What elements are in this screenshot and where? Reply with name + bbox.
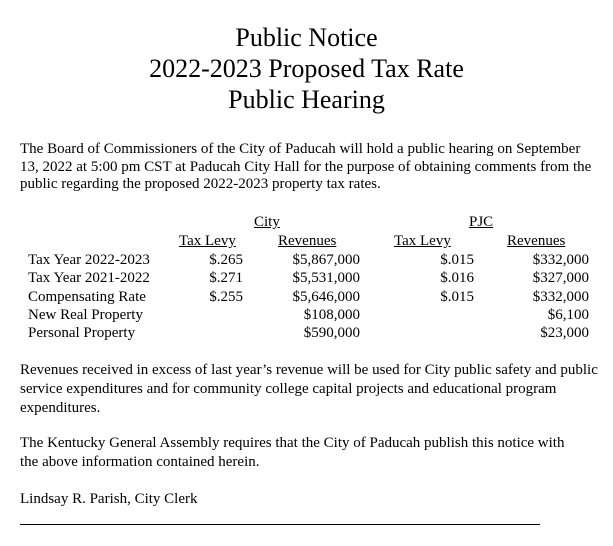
- city-levy-value: $.265: [209, 252, 243, 268]
- pjc-revenue-value: $332,000: [532, 289, 589, 305]
- pjc-revenue-value: $332,000: [532, 252, 589, 268]
- col-header-pjc-revenues: Revenues: [507, 233, 566, 249]
- row-label: Tax Year 2022-2023: [28, 252, 150, 268]
- title-line-3: Public Hearing: [228, 85, 385, 114]
- city-revenue-value: $5,867,000: [292, 252, 360, 268]
- city-levy-value: $.271: [209, 270, 243, 286]
- pjc-levy-value: $.016: [440, 270, 474, 286]
- row-label: New Real Property: [28, 307, 143, 323]
- group-header-city: City: [254, 214, 280, 230]
- row-label: Compensating Rate: [28, 289, 146, 305]
- col-header-pjc-levy: Tax Levy: [394, 233, 451, 249]
- city-revenue-value: $5,646,000: [292, 289, 360, 305]
- pjc-revenue-value: $23,000: [540, 325, 589, 341]
- title-line-2: 2022-2023 Proposed Tax Rate: [149, 54, 464, 83]
- city-levy-value: $.255: [209, 289, 243, 305]
- bottom-divider: [20, 524, 540, 525]
- col-header-city-levy: Tax Levy: [179, 233, 236, 249]
- city-revenue-value: $108,000: [303, 307, 360, 323]
- col-header-city-revenues: Revenues: [278, 233, 337, 249]
- pjc-levy-value: $.015: [440, 252, 474, 268]
- row-label: Personal Property: [28, 325, 136, 341]
- revenues-paragraph: Revenues received in excess of last year’s revenue will be used for City public safety and public service expenditures and for community college capital projects and educational program expenditures.: [20, 362, 598, 416]
- pjc-revenue-value: $327,000: [532, 270, 589, 286]
- group-header-pjc: PJC: [469, 214, 494, 230]
- title-line-1: Public Notice: [235, 23, 378, 52]
- city-revenue-value: $5,531,000: [292, 270, 360, 286]
- pjc-revenue-value: $6,100: [547, 307, 589, 323]
- signature-line: Lindsay R. Parish, City Clerk: [20, 491, 198, 507]
- intro-paragraph: The Board of Commissioners of the City of Paducah will hold a public hearing on September 13, 2022 at 5:00 pm CST at Paducah City Hall for the purpose of obtaining comments from the public regarding the proposed 2022-2023 property tax rates.: [20, 141, 592, 192]
- row-label: Tax Year 2021-2022: [28, 270, 150, 286]
- assembly-paragraph: The Kentucky General Assembly requires that the City of Paducah publish this notice with the above information contained herein.: [20, 435, 565, 470]
- city-revenue-value: $590,000: [303, 325, 360, 341]
- pjc-levy-value: $.015: [440, 289, 474, 305]
